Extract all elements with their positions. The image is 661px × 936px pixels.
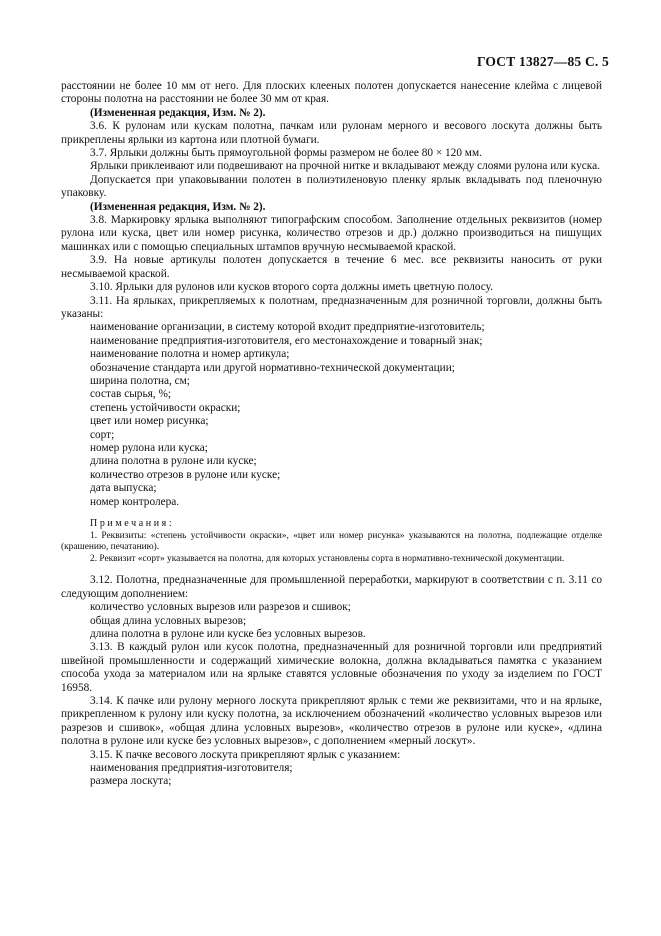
clause-3-7-text: Ярлыки приклеивают или подвешивают на прочной нитке и вкладывают между слоями рулона или куска. xyxy=(90,160,600,173)
list-item: степень устойчивости окраски; xyxy=(90,401,241,414)
page-header: ГОСТ 13827—85 С. 5 xyxy=(476,54,609,69)
list-item: состав сырья, %; xyxy=(90,388,172,401)
list-item: размера лоскута; xyxy=(90,775,172,788)
list-item: номер контролера. xyxy=(90,495,180,508)
clause-3-10: 3.10. Ярлыки для рулонов или кусков второго сорта должны иметь цветную полосу. xyxy=(90,281,493,294)
clause-3-9: 3.9. На новые артикулы полотен допускается в течение 6 мес. все реквизиты наносить от руки несмываемой краской. xyxy=(61,254,602,280)
list-item: цвет или номер рисунка; xyxy=(90,415,209,428)
list-item: наименование предприятия-изготовителя, его местонахождение и товарный знак; xyxy=(90,334,483,347)
edition-note: (Измененная редакция, Изм. № 2). xyxy=(90,106,266,119)
note-item: 1. Реквизиты: «степень устойчивости окраски», «цвет или номер рисунка» указываются на полотна, подлежащие отделке (крашению, печатанию). xyxy=(61,530,602,553)
list-item: количество отрезов в рулоне или куске; xyxy=(90,468,281,481)
document-body xyxy=(61,80,602,789)
list-item: обозначение стандарта или другой нормативно-технической документации; xyxy=(90,361,455,374)
edition-note: (Измененная редакция, Изм. № 2). xyxy=(90,200,266,213)
list-item: сорт; xyxy=(90,428,115,441)
paragraph-continuation: расстоянии не более 10 мм от него. Для плоских клееных полотен допускается нанесение клейма с лицевой стороны полотна на расстоянии не более 30 мм от края. xyxy=(61,80,602,106)
list-item: номер рулона или куска; xyxy=(90,441,208,454)
clause-3-8: 3.8. Маркировку ярлыка выполняют типографским способом. Заполнение отдельных реквизитов (номер рулона или куска, цвет или номер рисунка, количество отрезов и др.) должно производиться на пишущих машинках или с помощью специальных штампов вручную несмываемой краской. xyxy=(61,214,602,253)
list-item: наименование полотна и номер артикула; xyxy=(90,348,290,361)
list-item: наименование организации, в систему которой входит предприятие-изготовитель; xyxy=(90,321,485,334)
list-item: длина полотна в рулоне или куске без условных вырезов. xyxy=(90,628,366,640)
list-item: ширина полотна, см; xyxy=(90,374,190,387)
note-item: 2. Реквизит «сорт» указывается на полотна, для которых установлены сорта в нормативно-технической документации. xyxy=(90,553,565,564)
clause-3-7-text: Допускается при упаковывании полотен в полиэтиленовую пленку ярлык вкладывать под пленочную упаковку. xyxy=(61,173,602,200)
clause-3-13: 3.13. В каждый рулон или кусок полотна, предназначенный для розничной торговли или предприятий швейной промышленности и содержащий химические волокна, должна вкладываться памятка с указанием способа ухода за материалом или на ярлыке ставятся условные обозначения по уходу за изделием по ГОСТ 16958. xyxy=(61,641,602,694)
list-item: дата выпуска; xyxy=(90,482,157,495)
notes-heading: Примечания: xyxy=(90,518,175,529)
list-item: длина полотна в рулоне или куске; xyxy=(90,455,257,468)
clause-3-14: 3.14. К пачке или рулону мерного лоскута прикрепляют ярлык с теми же реквизитами, что и на ярлыке, прикрепленном к рулону или куску полотна, за исключением обозначений «количество условных вырезов или разрезов и сшивок», «общая длина условных вырезов», «количество отрезов в рулоне или куске», «длина полотна в рулоне или куске без условных вырезов», с дополнением «мерный лоскут». xyxy=(61,695,602,748)
clause-3-6: 3.6. К рулонам или кускам полотна, пачкам или рулонам мерного и весового лоскута должны быть прикреплены ярлыки из картона или плотной бумаги. xyxy=(61,120,602,146)
clause-3-15: 3.15. К пачке весового лоскута прикрепляют ярлык с указанием: xyxy=(90,748,401,761)
list-item: количество условных вырезов или разрезов и сшивок; xyxy=(90,601,351,614)
clause-3-11: 3.11. На ярлыках, прикрепляемых к полотнам, предназначенным для розничной торговли, должны быть указаны: xyxy=(61,294,602,320)
notes-block xyxy=(61,518,602,565)
list-item: наименования предприятия-изготовителя; xyxy=(90,762,293,775)
clause-3-12: 3.12. Полотна, предназначенные для промышленной переработки, маркируют в соответствии с п. 3.11 со следующим дополнением: xyxy=(61,574,602,600)
list-item: общая длина условных вырезов; xyxy=(90,614,247,627)
clause-3-7: 3.7. Ярлыки должны быть прямоугольной формы размером не более 80 × 120 мм. xyxy=(90,147,482,160)
